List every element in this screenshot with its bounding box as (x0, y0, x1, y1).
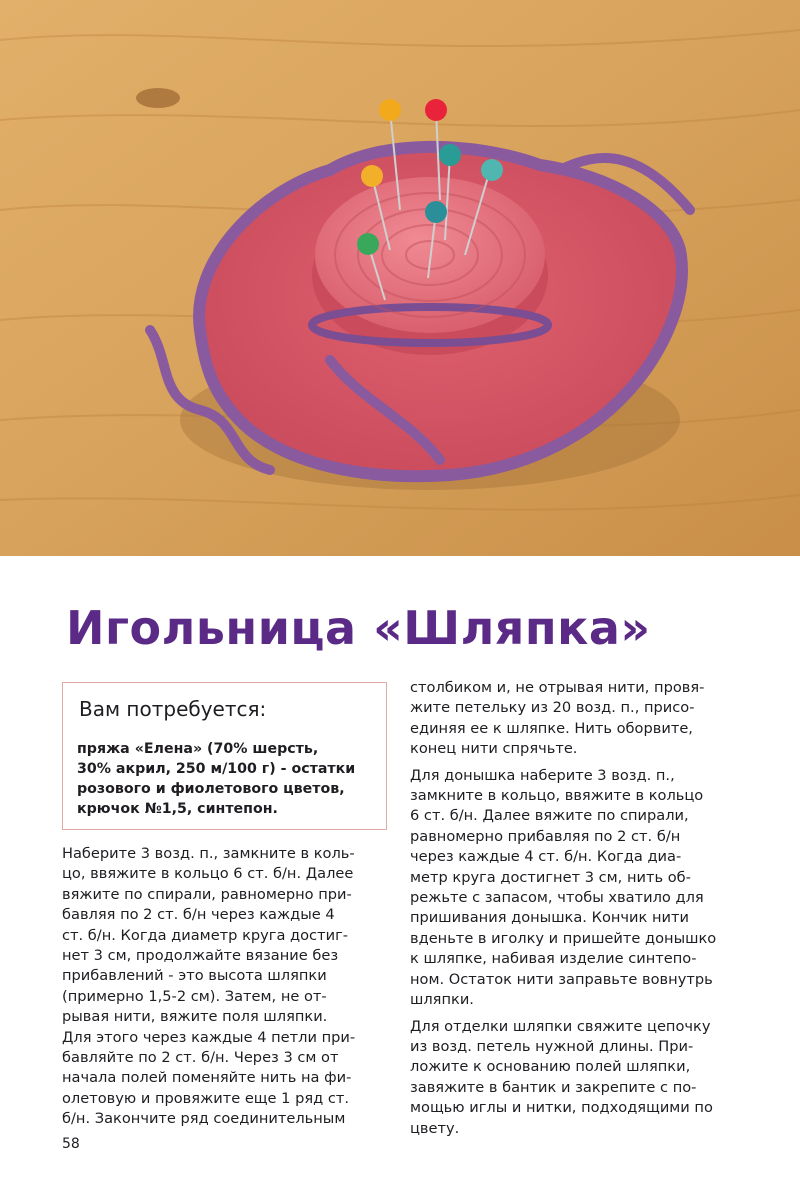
wood-knot (136, 88, 180, 108)
materials-box (62, 682, 387, 830)
page-number: 58 (62, 1136, 80, 1152)
paragraph-loop: столбиком и, не отрывая нити, провя- жите петельку из 20 возд. п., присо- единяя ее к шляпке. Нить оборвите, конец нити спрячьте. (410, 679, 705, 758)
paragraph-bottom: Для донышка наберите 3 возд. п., замкните в кольцо, ввяжите в кольцо 6 ст. б/н. Далее вяжите по спирали, равномерно прибавляя по 2 ст. б/н через каждые 4 ст. б/н. Когда диа- метр круга достигнет 3 см, нить об- режьте с запасом, чтобы хватило для пришивания донышка. Кончик нити вденьте в иголку и пришейте донышко к шляпке, набивая изделие синтепо- ном. Остаток нити заправьте вовнутрь шляпки. (410, 766, 717, 1009)
paragraph-crown-and-brim: Наберите 3 возд. п., замкните в коль- цо, ввяжите в кольцо 6 ст. б/н. Далее вяжите по спирали, равномерно при- бавляя по 2 ст. б/н через каждые 4 ст. б/н. Когда диаметр круга достиг- нет 3 см, продолжайте вязание без прибавлений - это высота шляпки (примерно 1,5-2 см). Затем, не от- рывая нити, вяжите поля шляпки. Для этого через каждые 4 петли при- бавляйте по 2 ст. б/н. Через 3 см от начала полей поменяйте нить на фи- олетовую и провяжите еще 1 ряд ст. б/н. Закончите ряд соединительным (62, 845, 356, 1128)
page-title: Игольница «Шляпка» (66, 601, 651, 655)
instructions-column-left (62, 844, 392, 1136)
instructions-column-right (410, 678, 750, 1145)
hat-pincushion-illustration (0, 0, 800, 556)
materials-list: пряжа «Елена» (70% шерсть, 30% акрил, 250 м/100 г) - остатки розового и фиолетового цветов, крючок №1,5, синтепон. (77, 741, 356, 817)
paragraph-finishing: Для отделки шляпки свяжите цепочку из возд. петель нужной длины. При- ложите к основанию полей шляпки, завяжите в бантик и закрепите с по- мощью иглы и нитки, подходящими по цвету. (410, 1017, 713, 1137)
materials-heading: Вам потребуется: (79, 697, 267, 721)
pincushion-photo (0, 0, 800, 556)
